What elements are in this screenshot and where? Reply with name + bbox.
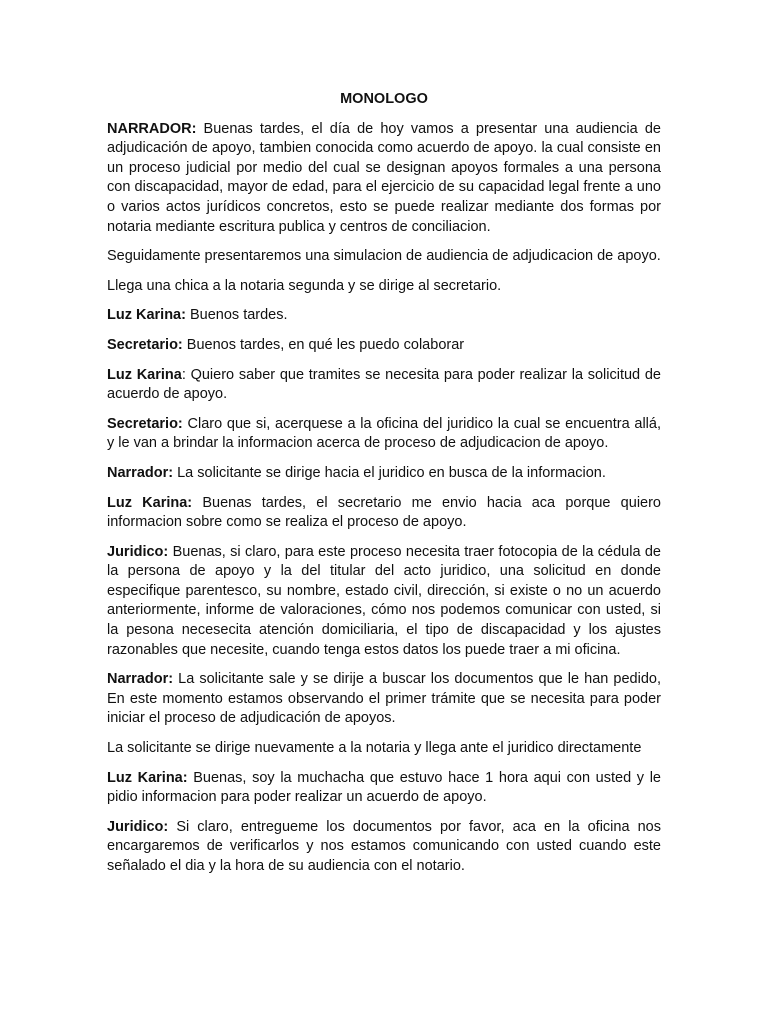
paragraph-text: La solicitante se dirige nuevamente a la notaria y llega ante el juridico directamente xyxy=(107,740,642,757)
paragraph-text: Claro que si, acerquese a la oficina del juridico la cual se encuentra allá, y le van a brindar la informacion acerca de proceso de adjudicacion de apoyo. xyxy=(107,415,661,452)
paragraph-text: La solicitante se dirige hacia el juridico en busca de la informacion. xyxy=(173,464,606,481)
paragraph-text: : Quiero saber que tramites se necesita para poder realizar la solicitud de acuerdo de apoyo. xyxy=(107,366,661,403)
speaker-label: Juridico: xyxy=(107,818,169,835)
document-title: MONOLOGO xyxy=(340,91,428,107)
speaker-label: Juridico: xyxy=(107,543,169,560)
speaker-label: Luz Karina: xyxy=(107,307,186,324)
dialogue-paragraph xyxy=(107,739,661,759)
paragraph-text: Buenos tardes, en qué les puedo colaborar xyxy=(182,336,465,353)
document-body xyxy=(107,120,661,877)
speaker-label: Luz Karina xyxy=(107,366,182,383)
paragraph-text: Llega una chica a la notaria segunda y se dirige al secretario. xyxy=(107,277,502,294)
dialogue-paragraph xyxy=(107,277,661,297)
dialogue-paragraph xyxy=(107,366,661,405)
speaker-label: Narrador: xyxy=(107,671,174,688)
speaker-label: Luz Karina: xyxy=(107,494,193,511)
dialogue-paragraph xyxy=(107,306,661,326)
dialogue-paragraph xyxy=(107,818,661,877)
speaker-label: Narrador: xyxy=(107,464,174,481)
paragraph-text: Seguidamente presentaremos una simulacion de audiencia de adjudicacion de apoyo. xyxy=(107,248,661,265)
speaker-label: Luz Karina: xyxy=(107,769,188,786)
dialogue-paragraph xyxy=(107,464,661,484)
dialogue-paragraph xyxy=(107,769,661,808)
speaker-label: Secretario: xyxy=(107,415,183,432)
dialogue-paragraph xyxy=(107,247,661,267)
dialogue-paragraph xyxy=(107,415,661,454)
speaker-label: NARRADOR: xyxy=(107,120,197,137)
dialogue-paragraph xyxy=(107,336,661,356)
paragraph-text: Buenas, soy la muchacha que estuvo hace 1 hora aqui con usted y le pidio informacion para poder realizar un acuerdo de apoyo. xyxy=(107,769,661,806)
paragraph-text: Buenas tardes, el día de hoy vamos a presentar una audiencia de adjudicación de apoyo, tambien conocida como acuerdo de apoyo. la cual consiste en un proceso judicial por medio del cual se designan apoyos formales a una persona con discapacidad, mayor de edad, para el ejercicio de su capacidad legal frente a uno o varios actos jurídicos concretos, esto se puede realizar mediante dos formas por notaria mediante escritura publica y centros de conciliacion. xyxy=(107,120,661,235)
paragraph-text: Buenos tardes. xyxy=(185,307,288,324)
dialogue-paragraph xyxy=(107,543,661,661)
speaker-label: Secretario: xyxy=(107,336,183,353)
dialogue-paragraph xyxy=(107,670,661,729)
dialogue-paragraph xyxy=(107,120,661,238)
paragraph-text: Buenas tardes, el secretario me envio hacia aca porque quiero informacion sobre como se realiza el proceso de apoyo. xyxy=(107,494,661,531)
paragraph-text: Si claro, entreguеme los documentos por favor, aca en la oficina nos encargaremos de verificarlos y nos estamos comunicando con usted cuando este señalado el dia y la hora de su audiencia con el notario. xyxy=(107,818,661,874)
dialogue-paragraph xyxy=(107,494,661,533)
paragraph-text: La solicitante sale y se dirije a buscar los documentos que le han pedido, En este momento estamos observando el primer trámite que se necesita para poder iniciar el proceso de adjudicación de apoyos. xyxy=(107,671,661,727)
paragraph-text: Buenas, si claro, para este proceso necesita traer fotocopia de la cédula de la persona de apoyo y la del titular del acto juridico, una solicitud en donde especifique parentesco, su nombre, estado civil, dirección, si existe o no un acuerdo anteriormente, informe de valoraciones, cómo nos podemos comunicar con usted, si la pesona necesecita atención domiciliaria, el tipo de discapacidad y los ajustes razonables que necesite, cuando tenga estos datos los puede traer a mi oficina. xyxy=(107,543,661,658)
